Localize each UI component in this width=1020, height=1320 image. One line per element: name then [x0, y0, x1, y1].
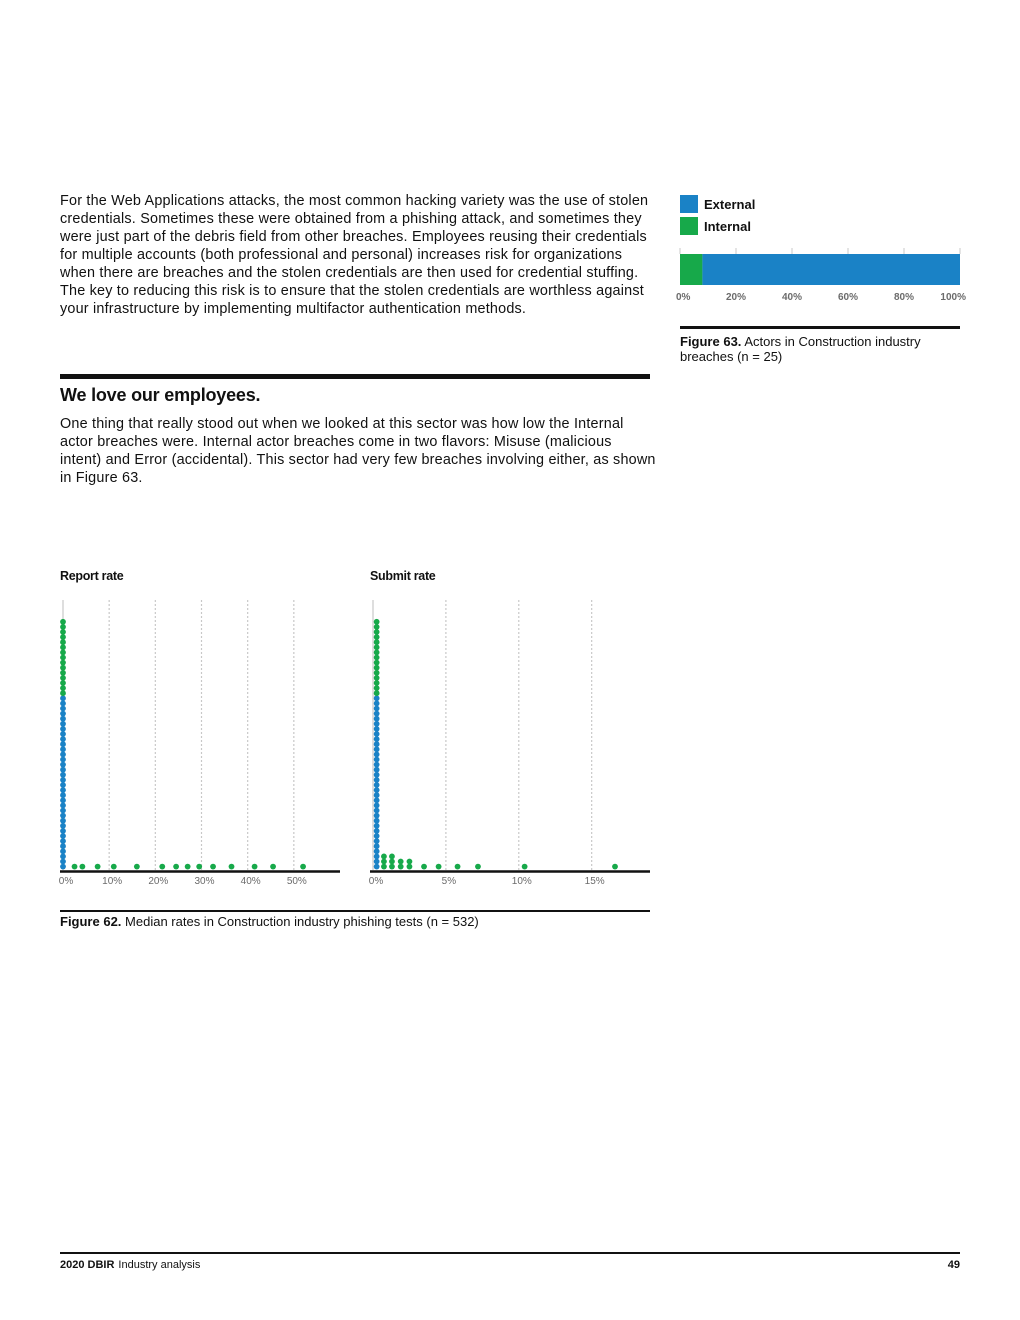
submit-rate-dot-blue	[374, 823, 380, 829]
submit-rate-dot-green	[455, 864, 461, 870]
submit-rate-dot-blue	[374, 757, 380, 763]
report-rate-dot-green	[60, 685, 66, 691]
submit-rate-dot-blue	[374, 787, 380, 793]
submit-rate-dot-blue	[374, 818, 380, 824]
footer-label	[60, 1259, 200, 1271]
report-rate-dot-green	[60, 690, 66, 696]
report-rate-dot-blue	[60, 864, 66, 870]
submit-rate-dot-blue	[374, 706, 380, 712]
submit-rate-dot-green	[436, 864, 442, 870]
submit-rate-dot-blue	[374, 797, 380, 803]
submit-rate-dot-green	[407, 864, 413, 870]
report-rate-dot-blue	[60, 859, 66, 865]
report-rate-dot-green	[60, 660, 66, 666]
submit-rate-tick-label: 0%	[368, 876, 384, 887]
figure-63-caption-label: Figure 63.	[680, 334, 742, 349]
submit-rate-dot-blue	[374, 843, 380, 849]
footer-publication: 2020 DBIR	[60, 1259, 115, 1271]
report-rate-dot-blue	[60, 782, 66, 788]
submit-rate-dot-green	[398, 864, 404, 870]
report-rate-dot-blue	[60, 746, 66, 752]
report-rate-tick-label: 10%	[102, 876, 123, 887]
report-rate-dot-green	[252, 864, 258, 870]
bar-segment-internal	[680, 254, 702, 285]
submit-rate-dot-green	[389, 859, 395, 865]
report-rate-dot-green	[159, 864, 165, 870]
submit-rate-dot-blue	[374, 854, 380, 860]
submit-rate-dot-blue	[374, 736, 380, 742]
report-rate-dot-blue	[60, 695, 66, 701]
report-rate-dot-blue	[60, 777, 66, 783]
submit-rate-dot-blue	[374, 792, 380, 798]
submit-rate-dot-blue	[374, 808, 380, 814]
fig63-tick-label: 0%	[676, 292, 691, 303]
section-heading: We love our employees.	[60, 385, 261, 405]
report-rate-dot-blue	[60, 757, 66, 763]
report-rate-dot-green	[60, 624, 66, 630]
submit-rate-dot-green	[421, 864, 427, 870]
submit-rate-dot-green	[374, 675, 380, 681]
report-rate-tick-label: 20%	[148, 876, 169, 887]
submit-rate-dot-green	[381, 854, 387, 860]
section-paragraph: One thing that really stood out when we looked at this sector was how low the Internal actor breaches were. Internal actor breaches come in two flavors: Misuse (malicious intent) and Error (accidental). This sector had very few breaches involving either, as shown in Figure 63.	[60, 416, 656, 486]
section-heading-rule	[60, 374, 650, 379]
report-rate-dot-blue	[60, 711, 66, 717]
submit-rate-dot-green	[374, 660, 380, 666]
report-rate-dot-green	[111, 864, 117, 870]
submit-rate-dot-blue	[374, 695, 380, 701]
report-rate-dot-blue	[60, 808, 66, 814]
footer-section: Industry analysis	[118, 1259, 201, 1271]
submit-rate-dot-blue	[374, 726, 380, 732]
legend-item-internal	[680, 217, 751, 235]
report-rate-dot-blue	[60, 721, 66, 727]
submit-rate-dot-blue	[374, 741, 380, 747]
report-rate-dot-blue	[60, 828, 66, 834]
legend-item-external	[680, 195, 755, 213]
submit-rate-dot-blue	[374, 864, 380, 870]
figure-63-caption	[680, 334, 962, 364]
report-rate-dot-green	[60, 634, 66, 640]
footer-rule	[60, 1252, 960, 1254]
report-rate-dot-blue	[60, 726, 66, 732]
submit-rate-dot-green	[381, 859, 387, 865]
report-rate-dot-blue	[60, 701, 66, 707]
intro-paragraph: For the Web Applications attacks, the most common hacking variety was the use of stolen credentials. Sometimes these were obtained from a phishing attack, and sometimes they were just part of the debris field from other breaches. Employees reusing their credentials for multiple accounts (both professional and personal) increases risk for organizations when there are breaches and the stolen credentials are then used for credential stuffing. The key to reducing this risk is to ensure that the stolen credentials are worthless against your infrastructure by implementing multifactor authentication methods.	[60, 193, 649, 317]
report-rate-dot-blue	[60, 848, 66, 854]
fig63-tick-label: 80%	[893, 292, 915, 303]
legend-swatch-internal	[680, 217, 698, 235]
submit-rate-dot-green	[522, 864, 528, 870]
report-rate-dot-blue	[60, 767, 66, 773]
submit-rate-dot-green	[374, 665, 380, 671]
report-rate-dot-green	[173, 864, 179, 870]
submit-rate-dot-blue	[374, 848, 380, 854]
report-rate-dot-blue	[60, 706, 66, 712]
submit-rate-dot-blue	[374, 716, 380, 722]
report-rate-dot-blue	[60, 731, 66, 737]
submit-rate-dot-green	[374, 619, 380, 625]
report-rate-dot-blue	[60, 833, 66, 839]
report-rate-dot-blue	[60, 843, 66, 849]
report-rate-dot-green	[60, 639, 66, 645]
figure-62-caption-label: Figure 62.	[60, 914, 122, 929]
report-rate-dot-green	[134, 864, 140, 870]
report-rate-dot-blue	[60, 752, 66, 758]
submit-rate-dot-green	[407, 859, 413, 865]
report-rate-dot-green	[60, 680, 66, 686]
submit-rate-dot-blue	[374, 828, 380, 834]
report-rate-dot-blue	[60, 716, 66, 722]
report-rate-dot-green	[185, 864, 191, 870]
submit-rate-title: Submit rate	[370, 569, 436, 583]
bar-segment-external	[702, 254, 960, 285]
figure-62-caption	[60, 914, 660, 929]
submit-rate-dot-blue	[374, 746, 380, 752]
submit-rate-dot-green	[374, 629, 380, 635]
submit-rate-dot-green	[374, 639, 380, 645]
submit-rate-dot-green	[389, 864, 395, 870]
report-rate-dot-green	[60, 665, 66, 671]
report-rate-dot-green	[60, 644, 66, 650]
report-rate-dot-blue	[60, 854, 66, 860]
submit-rate-dot-green	[374, 624, 380, 630]
report-rate-tick-label: 0%	[58, 876, 74, 887]
submit-rate-dot-green	[612, 864, 618, 870]
actors-stacked-bar-chart	[672, 244, 972, 308]
submit-rate-dot-green	[374, 690, 380, 696]
submit-rate-dot-blue	[374, 711, 380, 717]
submit-rate-dot-blue	[374, 752, 380, 758]
submit-rate-dot-green	[381, 864, 387, 870]
legend-label-external: External	[704, 196, 756, 212]
figure-62-rule	[60, 910, 650, 912]
fig63-tick-label: 40%	[781, 292, 803, 303]
report-rate-dot-green	[196, 864, 202, 870]
submit-rate-dot-blue	[374, 813, 380, 819]
figure-63-rule	[680, 326, 960, 329]
fig63-tick-label: 100%	[940, 292, 966, 303]
submit-rate-dot-blue	[374, 731, 380, 737]
submit-rate-dot-blue	[374, 803, 380, 809]
submit-rate-dot-green	[374, 670, 380, 676]
report-rate-dot-green	[95, 864, 101, 870]
report-rate-dot-blue	[60, 823, 66, 829]
report-rate-dot-blue	[60, 803, 66, 809]
report-rate-dot-blue	[60, 787, 66, 793]
submit-rate-tick-label: 15%	[584, 876, 605, 887]
report-rate-dot-green	[60, 629, 66, 635]
report-rate-chart	[52, 592, 347, 892]
fig63-tick-label: 60%	[837, 292, 859, 303]
submit-rate-dot-blue	[374, 838, 380, 844]
report-rate-dot-blue	[60, 818, 66, 824]
submit-rate-dot-green	[389, 854, 395, 860]
report-rate-dot-green	[60, 675, 66, 681]
report-rate-dot-green	[79, 864, 85, 870]
report-rate-tick-label: 30%	[194, 876, 215, 887]
report-rate-dot-blue	[60, 838, 66, 844]
submit-rate-dot-blue	[374, 772, 380, 778]
report-rate-dot-blue	[60, 736, 66, 742]
report-rate-dot-blue	[60, 772, 66, 778]
submit-rate-dot-blue	[374, 721, 380, 727]
report-rate-dot-green	[229, 864, 235, 870]
submit-rate-dot-green	[374, 685, 380, 691]
submit-rate-dot-green	[374, 650, 380, 656]
figure-63-caption-text: Actors in Construction industry breaches (n = 25)	[680, 334, 921, 364]
submit-rate-dot-green	[374, 655, 380, 661]
report-rate-dot-green	[72, 864, 78, 870]
report-rate-dot-blue	[60, 741, 66, 747]
submit-rate-dot-blue	[374, 762, 380, 768]
report-rate-tick-label: 40%	[240, 876, 261, 887]
legend-swatch-external	[680, 195, 698, 213]
submit-rate-dot-blue	[374, 782, 380, 788]
submit-rate-dot-green	[374, 634, 380, 640]
report-rate-dot-green	[270, 864, 276, 870]
legend-label-internal: Internal	[704, 218, 751, 234]
submit-rate-tick-label: 10%	[511, 876, 532, 887]
submit-rate-dot-green	[398, 859, 404, 865]
submit-rate-dot-blue	[374, 833, 380, 839]
page-number: 49	[947, 1259, 960, 1271]
submit-rate-dot-blue	[374, 767, 380, 773]
fig63-tick-label: 20%	[725, 292, 747, 303]
report-rate-dot-blue	[60, 813, 66, 819]
submit-rate-dot-green	[374, 680, 380, 686]
submit-rate-dot-blue	[374, 701, 380, 707]
report-rate-dot-green	[300, 864, 306, 870]
report-rate-dot-green	[210, 864, 216, 870]
report-rate-dot-green	[60, 670, 66, 676]
report-rate-dot-blue	[60, 792, 66, 798]
report-rate-dot-green	[60, 655, 66, 661]
submit-rate-chart	[362, 592, 657, 892]
figure-62-caption-text: Median rates in Construction industry phishing tests (n = 532)	[125, 914, 479, 929]
report-rate-dot-green	[60, 619, 66, 625]
submit-rate-dot-green	[475, 864, 481, 870]
report-rate-dot-blue	[60, 797, 66, 803]
submit-rate-dot-blue	[374, 777, 380, 783]
report-rate-title: Report rate	[60, 569, 124, 583]
submit-rate-tick-label: 5%	[441, 876, 457, 887]
report-rate-dot-blue	[60, 762, 66, 768]
submit-rate-dot-blue	[374, 859, 380, 865]
submit-rate-dot-green	[374, 644, 380, 650]
report-rate-dot-green	[60, 650, 66, 656]
report-rate-tick-label: 50%	[286, 876, 307, 887]
